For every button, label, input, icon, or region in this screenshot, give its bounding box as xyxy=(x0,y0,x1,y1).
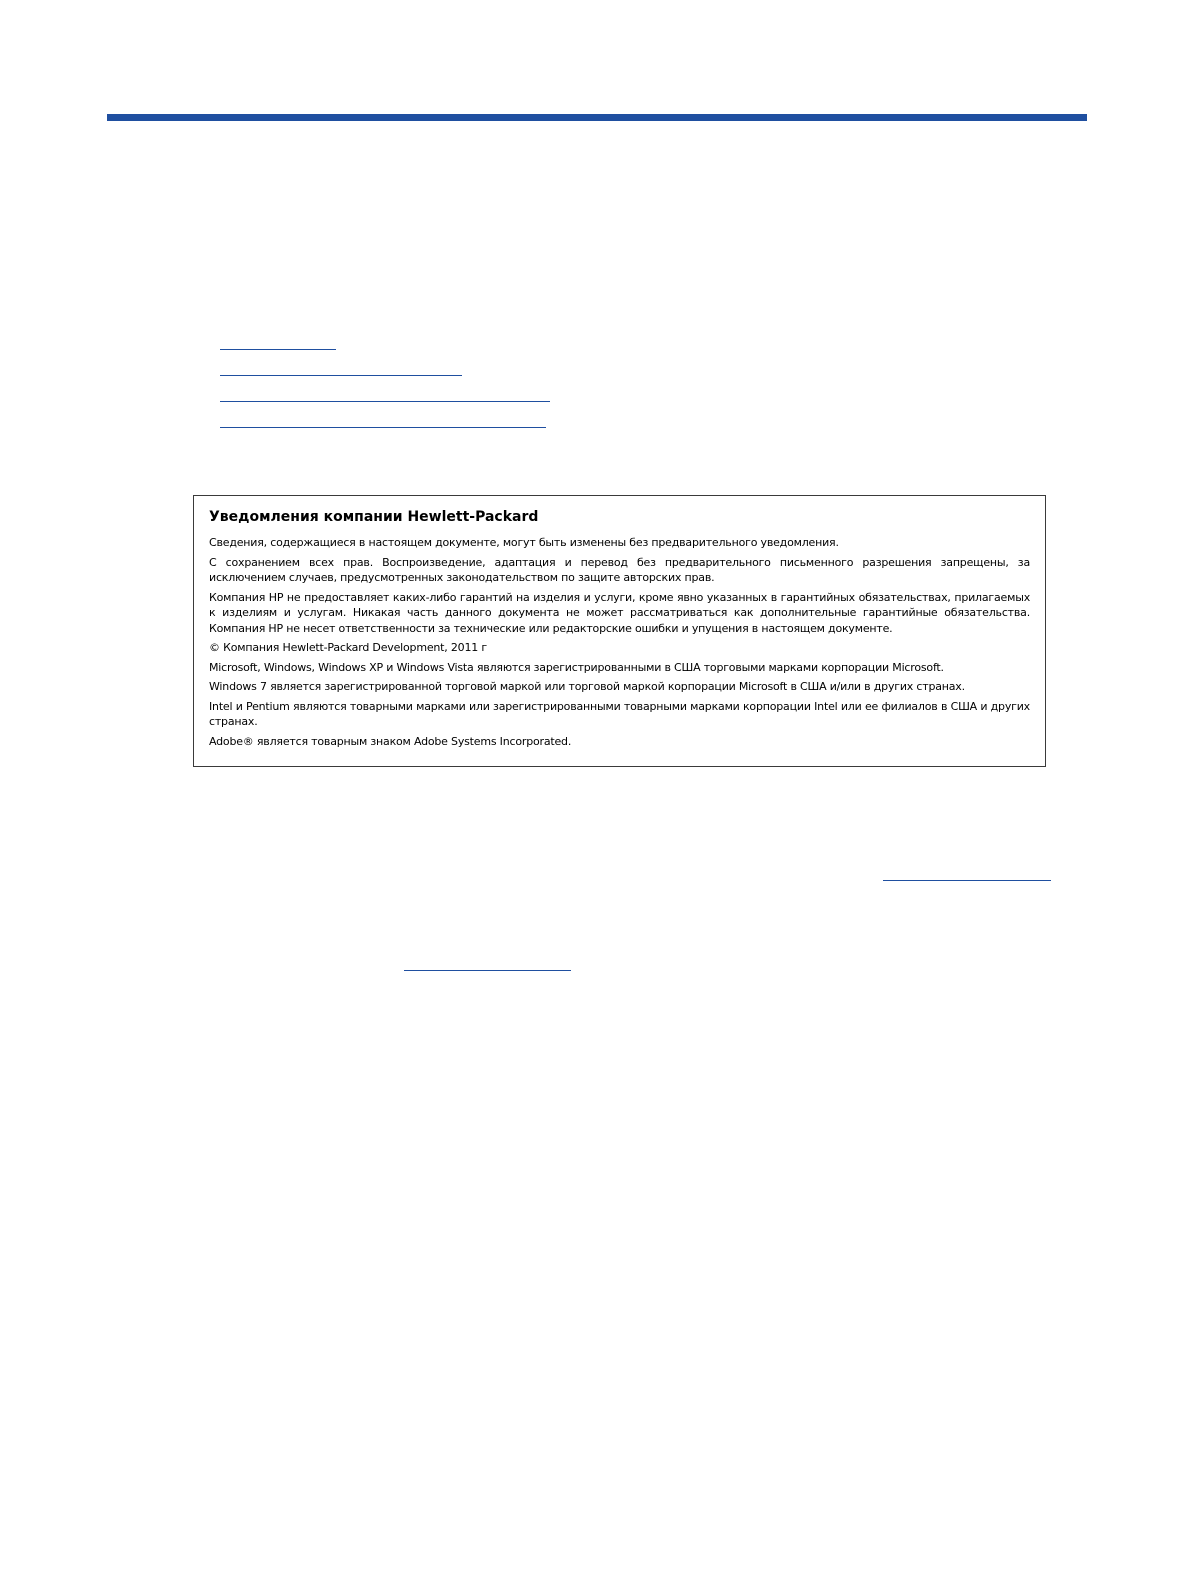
notice-paragraph: С сохранением всех прав. Воспроизведение, адаптация и перевод без предварительного письменного разрешения запрещены, за исключением случаев, предусмотренных законодательством по защите авторских прав. xyxy=(209,555,1030,584)
topic-link-1[interactable] xyxy=(220,328,580,354)
topic-link-4[interactable] xyxy=(220,406,580,432)
notice-paragraph: Компания HP не предоставляет каких-либо гарантий на изделия и услуги, кроме явно указанных в гарантийных обязательствах, прилагаемых к изделиям и услугам. Никакая часть данного документа не может рассматриваться как дополнительные гарантийные обязательства. Компания HP не несет ответственности за технические или редакторские ошибки и упущения в настоящем документе. xyxy=(209,590,1030,635)
topic-link-1-underline[interactable] xyxy=(220,349,336,350)
reference-link-2[interactable] xyxy=(404,970,571,971)
notice-title: Уведомления компании Hewlett-Packard xyxy=(209,509,539,525)
notice-paragraph: Сведения, содержащиеся в настоящем документе, могут быть изменены без предварительного уведомления. xyxy=(209,536,839,549)
topic-link-2[interactable] xyxy=(220,354,580,380)
topic-link-2-underline[interactable] xyxy=(220,375,462,376)
topic-link-3-underline[interactable] xyxy=(220,401,550,402)
notice-paragraph: © Компания Hewlett-Packard Development, 2011 г xyxy=(209,641,487,654)
notice-paragraph: Adobe® является товарным знаком Adobe Systems Incorporated. xyxy=(209,734,572,748)
topic-links xyxy=(220,328,580,432)
notice-paragraph: Intel и Pentium являются товарными марками или зарегистрированными товарными марками корпорации Intel или ее филиалов в США и других странах. xyxy=(209,699,1030,728)
notice-paragraph: Windows 7 является зарегистрированной торговой маркой или торговой маркой корпорации Microsoft в США и/или в других странах. xyxy=(209,680,965,693)
header-rule xyxy=(107,114,1087,121)
notice-paragraph: Microsoft, Windows, Windows XP и Windows Vista являются зарегистрированными в США торговыми марками корпорации Microsoft. xyxy=(209,660,944,674)
reference-link-1[interactable] xyxy=(883,880,1051,881)
topic-link-3[interactable] xyxy=(220,380,580,406)
topic-link-4-underline[interactable] xyxy=(220,427,546,428)
hp-notice-box xyxy=(193,495,1046,767)
